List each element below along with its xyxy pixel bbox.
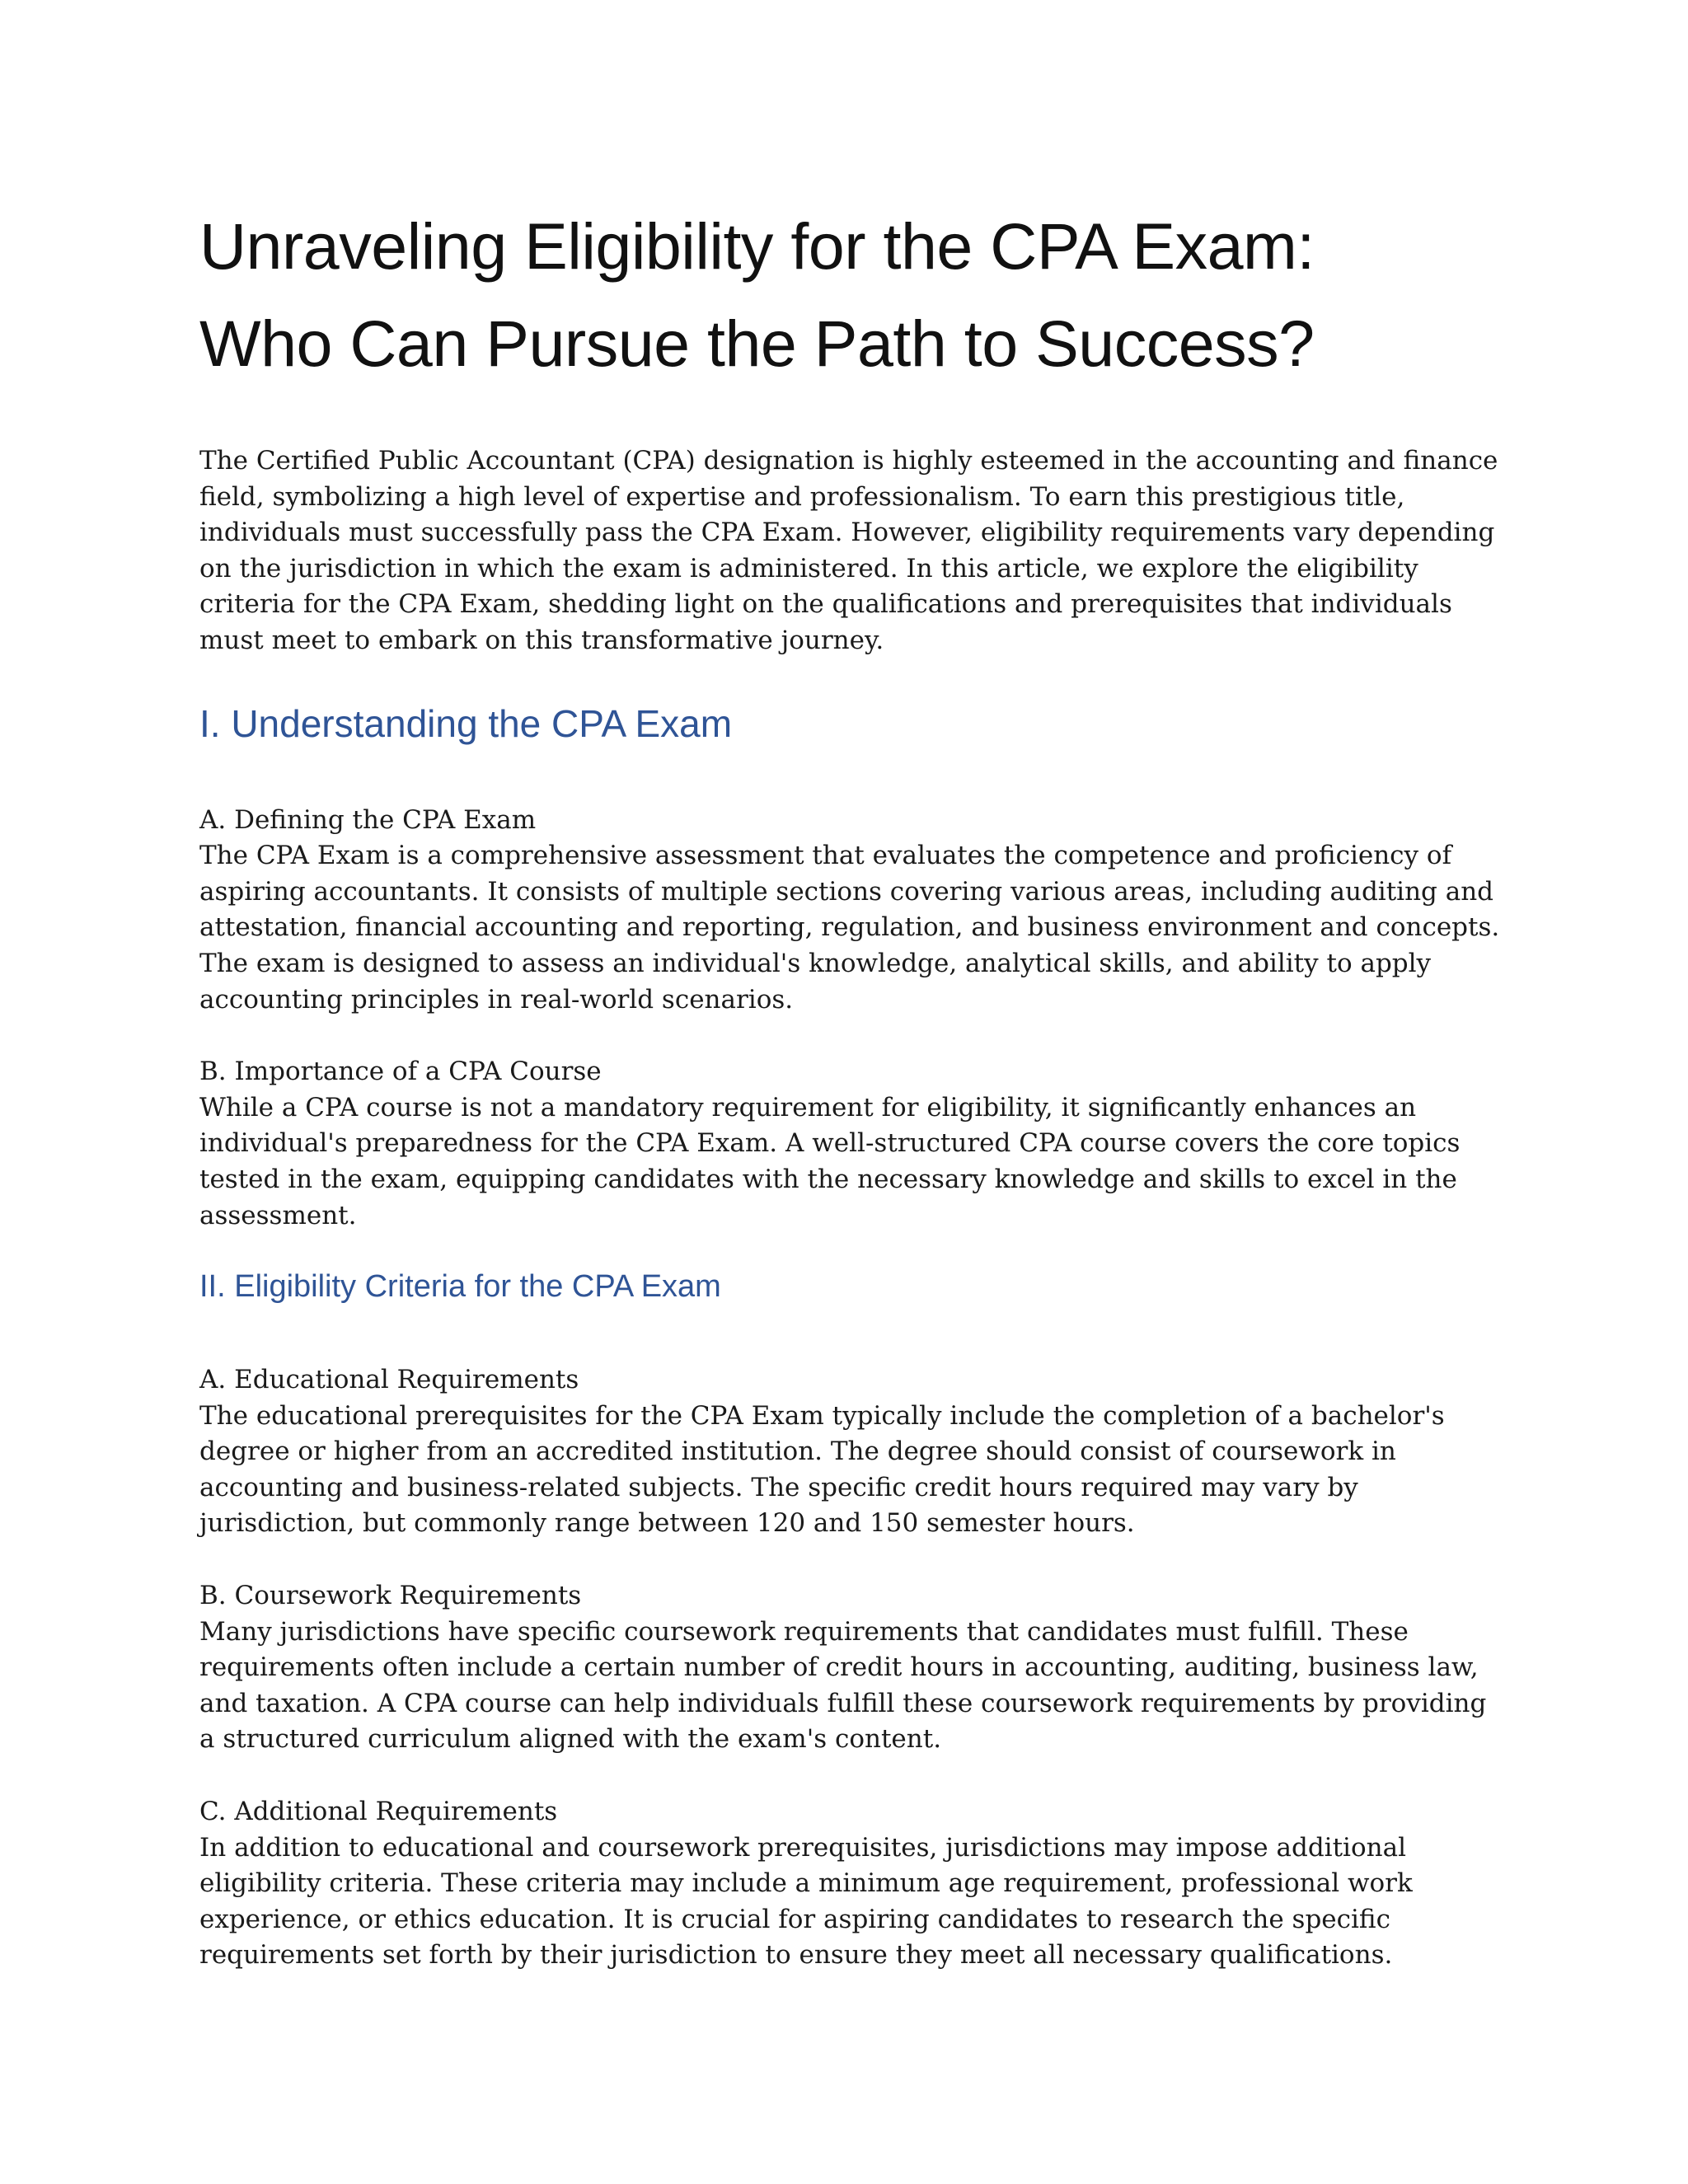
section-heading-understanding: I. Understanding the CPA Exam: [199, 701, 733, 745]
title-line-1: Unraveling Eligibility for the CPA Exam:: [199, 209, 1315, 283]
subsection-title: A. Educational Requirements: [199, 1365, 579, 1395]
subsection-defining-exam: [199, 803, 1502, 1019]
subsection-body: The educational prerequisites for the CPA Exam typically include the completion of a bachelor's degree or higher from an accredited institution. The degree should consist of coursework in accounting and business-related subjects. The specific credit hours required may vary by jurisdiction, but commonly range between 120 and 150 semester hours.: [199, 1400, 1445, 1539]
subsection-coursework-requirements: [199, 1578, 1502, 1758]
subsection-body: The CPA Exam is a comprehensive assessment that evaluates the competence and proficiency of aspiring accountants. It consists of multiple sections covering various areas, including auditing and attestation, financial accounting and reporting, regulation, and business environment and concepts. The exam is designed to assess an individual's knowledge, analytical skills, and ability to apply accounting principles in real-world scenarios.: [199, 841, 1500, 1015]
subsection-title: C. Additional Requirements: [199, 1797, 558, 1827]
document-content: [199, 198, 1502, 1974]
subsection-title: A. Defining the CPA Exam: [199, 804, 537, 835]
subsection-educational-requirements: [199, 1362, 1502, 1542]
document-title: [199, 198, 1502, 392]
intro-text: The Certified Public Accountant (CPA) designation is highly esteemed in the accounting and finance field, symbolizing a high level of expertise and professionalism. To earn this prestigious title, individuals must successfully pass the CPA Exam. However, eligibility requirements vary depending on the jurisdiction in which the exam is administered. In this article, we explore the eligibility criteria for the CPA Exam, shedding light on the qualifications and prerequisites that individuals must meet to embark on this transformative journey.: [199, 446, 1498, 655]
title-line-2: Who Can Pursue the Path to Success?: [199, 307, 1315, 380]
subsection-title: B. Importance of a CPA Course: [199, 1057, 602, 1087]
intro-paragraph: [199, 443, 1502, 659]
subsection-additional-requirements: [199, 1794, 1502, 1974]
subsection-title: B. Coursework Requirements: [199, 1581, 582, 1611]
subsection-body: Many jurisdictions have specific coursework requirements that candidates must fulfill. These requirements often include a certain number of credit hours in accounting, auditing, business law, and taxation. A CPA course can help individuals fulfill these coursework requirements by providing a structured curriculum aligned with the exam's content.: [199, 1616, 1487, 1755]
subsection-body: While a CPA course is not a mandatory requirement for eligibility, it significantly enhances an individual's preparedness for the CPA Exam. A well-structured CPA course covers the core topics tested in the exam, equipping candidates with the necessary knowledge and skills to excel in the assessment.: [199, 1092, 1461, 1230]
subsection-importance-course: [199, 1054, 1502, 1234]
section-heading-eligibility: II. Eligibility Criteria for the CPA Exam: [199, 1269, 721, 1305]
subsection-body: In addition to educational and coursework prerequisites, jurisdictions may impose additional eligibility criteria. These criteria may include a minimum age requirement, professional work experience, or ethics education. It is crucial for aspiring candidates to research the specific requirements set forth by their jurisdiction to ensure they meet all necessary qualifications.: [199, 1832, 1413, 1971]
